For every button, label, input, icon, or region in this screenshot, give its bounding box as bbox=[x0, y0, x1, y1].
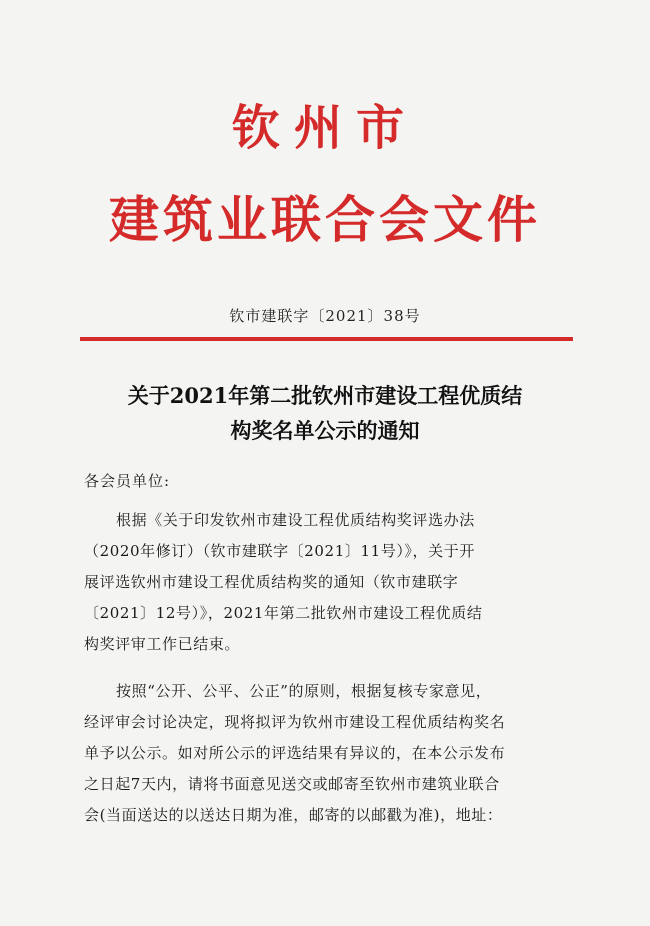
paragraph-line: 经评审会讨论决定，现将拟评为钦州市建设工程优质结构奖名 bbox=[84, 713, 506, 731]
salutation: 各会员单位: bbox=[84, 472, 171, 490]
paragraph-line: 〔2021〕12号）》，2021年第二批钦州市建设工程优质结 bbox=[84, 604, 483, 622]
paragraph-line: 按照“公开、公平、公正”的原则，根据复核专家意见， bbox=[116, 682, 492, 700]
paragraph-line: 之日起7天内，请将书面意见送交或邮寄至钦州市建筑业联合 bbox=[84, 775, 500, 793]
red-divider bbox=[80, 337, 573, 341]
notice-title-line1: 关于2021年第二批钦州市建设工程优质结 bbox=[127, 383, 523, 408]
paragraph-2 bbox=[84, 676, 574, 831]
paragraph-line: 根据《关于印发钦州市建设工程优质结构奖评选办法 bbox=[116, 511, 475, 529]
paragraph-line: 会(当面送达的以送达日期为准，邮寄的以邮戳为准)，地址： bbox=[84, 806, 503, 824]
issuer-name-line2: 建筑业联合会文件 bbox=[109, 191, 541, 249]
paragraph-line: 单予以公示。如对所公示的评选结果有异议的，在本公示发布 bbox=[84, 744, 506, 762]
document-number: 钦市建联字〔2021〕38号 bbox=[229, 307, 421, 325]
paragraph-line: 展评选钦州市建设工程优质结构奖的通知（钦市建联字 bbox=[84, 573, 459, 591]
notice-title-line2: 构奖名单公示的通知 bbox=[230, 418, 420, 443]
paragraph-line: （2020年修订）（钦市建联字〔2021〕11号）》，关于开 bbox=[84, 542, 475, 560]
issuer-name-line1: 钦州市 bbox=[231, 100, 418, 156]
notice-title bbox=[60, 378, 590, 448]
paragraph-1 bbox=[84, 505, 574, 660]
paragraph-line: 构奖评审工作已结束。 bbox=[84, 635, 241, 653]
